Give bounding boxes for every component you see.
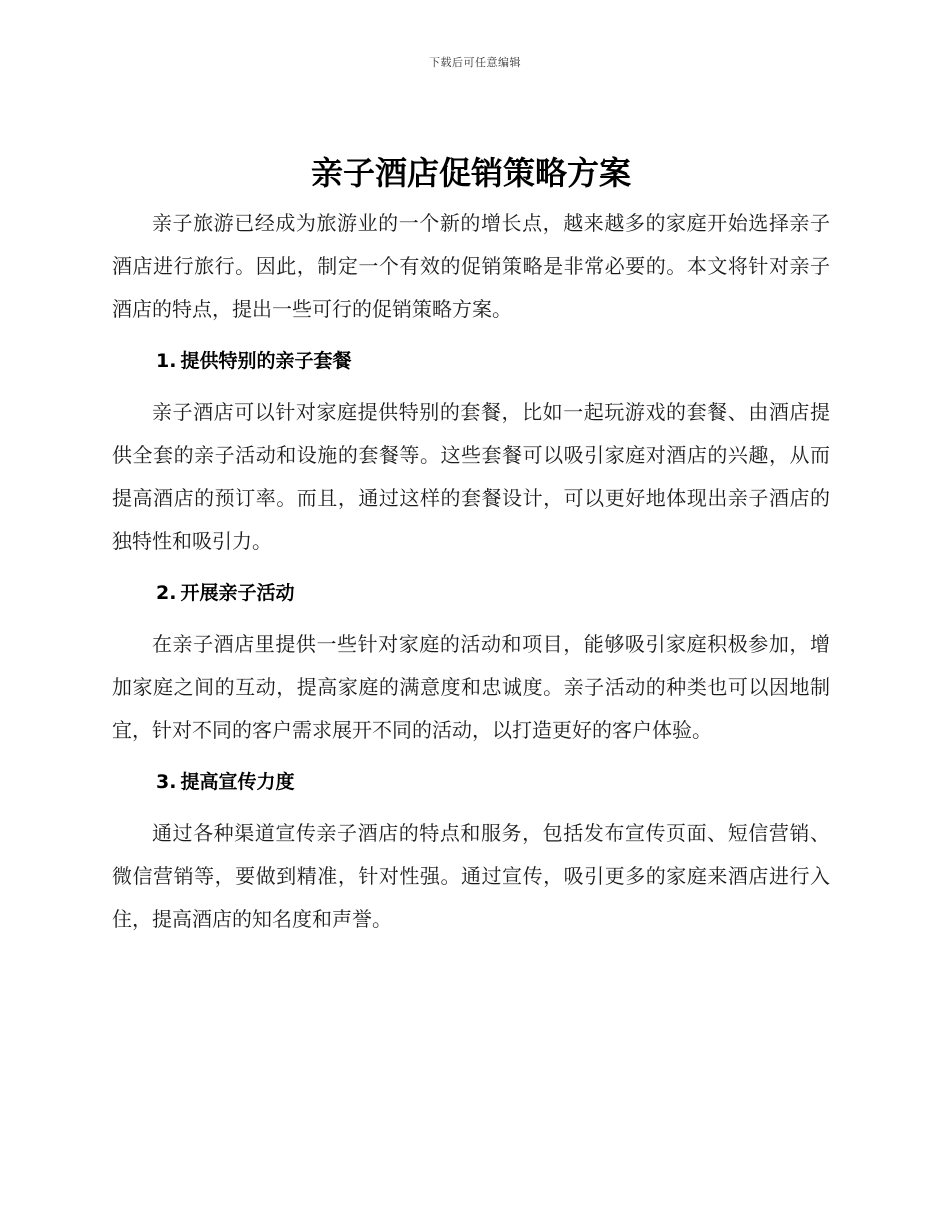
page-header-note: 下载后可任意编辑 — [429, 56, 521, 69]
section-title: 提高宣传力度 — [180, 771, 295, 793]
section-heading-1 — [112, 341, 830, 381]
section-body-1: 亲子酒店可以针对家庭提供特别的套餐，比如一起玩游戏的套餐、由酒店提供全套的亲子活动和设施的套餐等。这些套餐可以吸引家庭对酒店的兴趣，从而提高酒店的预订率。而且，通过这样的套餐设计，可以更好地体现出亲子酒店的独特性和吸引力。 — [112, 400, 830, 553]
section-body-2: 在亲子酒店里提供一些针对家庭的活动和项目，能够吸引家庭积极参加，增加家庭之间的互动，提高家庭的满意度和忠诚度。亲子活动的种类也可以因地制宜，针对不同的客户需求展开不同的活动，以打造更好的客户体验。 — [112, 632, 830, 742]
section-number: 3. — [156, 771, 177, 793]
document-body — [112, 148, 830, 941]
document-title: 亲子酒店促销策略方案 — [310, 154, 631, 192]
section-heading-2 — [112, 573, 830, 613]
section-title: 提供特别的亲子套餐 — [180, 350, 352, 372]
section-body-3: 通过各种渠道宣传亲子酒店的特点和服务，包括发布宣传页面、短信营销、微信营销等，要做到精准，针对性强。通过宣传，吸引更多的家庭来酒店进行入住，提高酒店的知名度和声誉。 — [112, 821, 830, 931]
section-title: 开展亲子活动 — [180, 582, 295, 604]
intro-paragraph: 亲子旅游已经成为旅游业的一个新的增长点，越来越多的家庭开始选择亲子酒店进行旅行。因此，制定一个有效的促销策略是非常必要的。本文将针对亲子酒店的特点，提出一些可行的促销策略方案。 — [112, 211, 830, 321]
section-number: 1. — [156, 350, 177, 372]
section-heading-3 — [112, 762, 830, 802]
section-number: 2. — [156, 582, 177, 604]
